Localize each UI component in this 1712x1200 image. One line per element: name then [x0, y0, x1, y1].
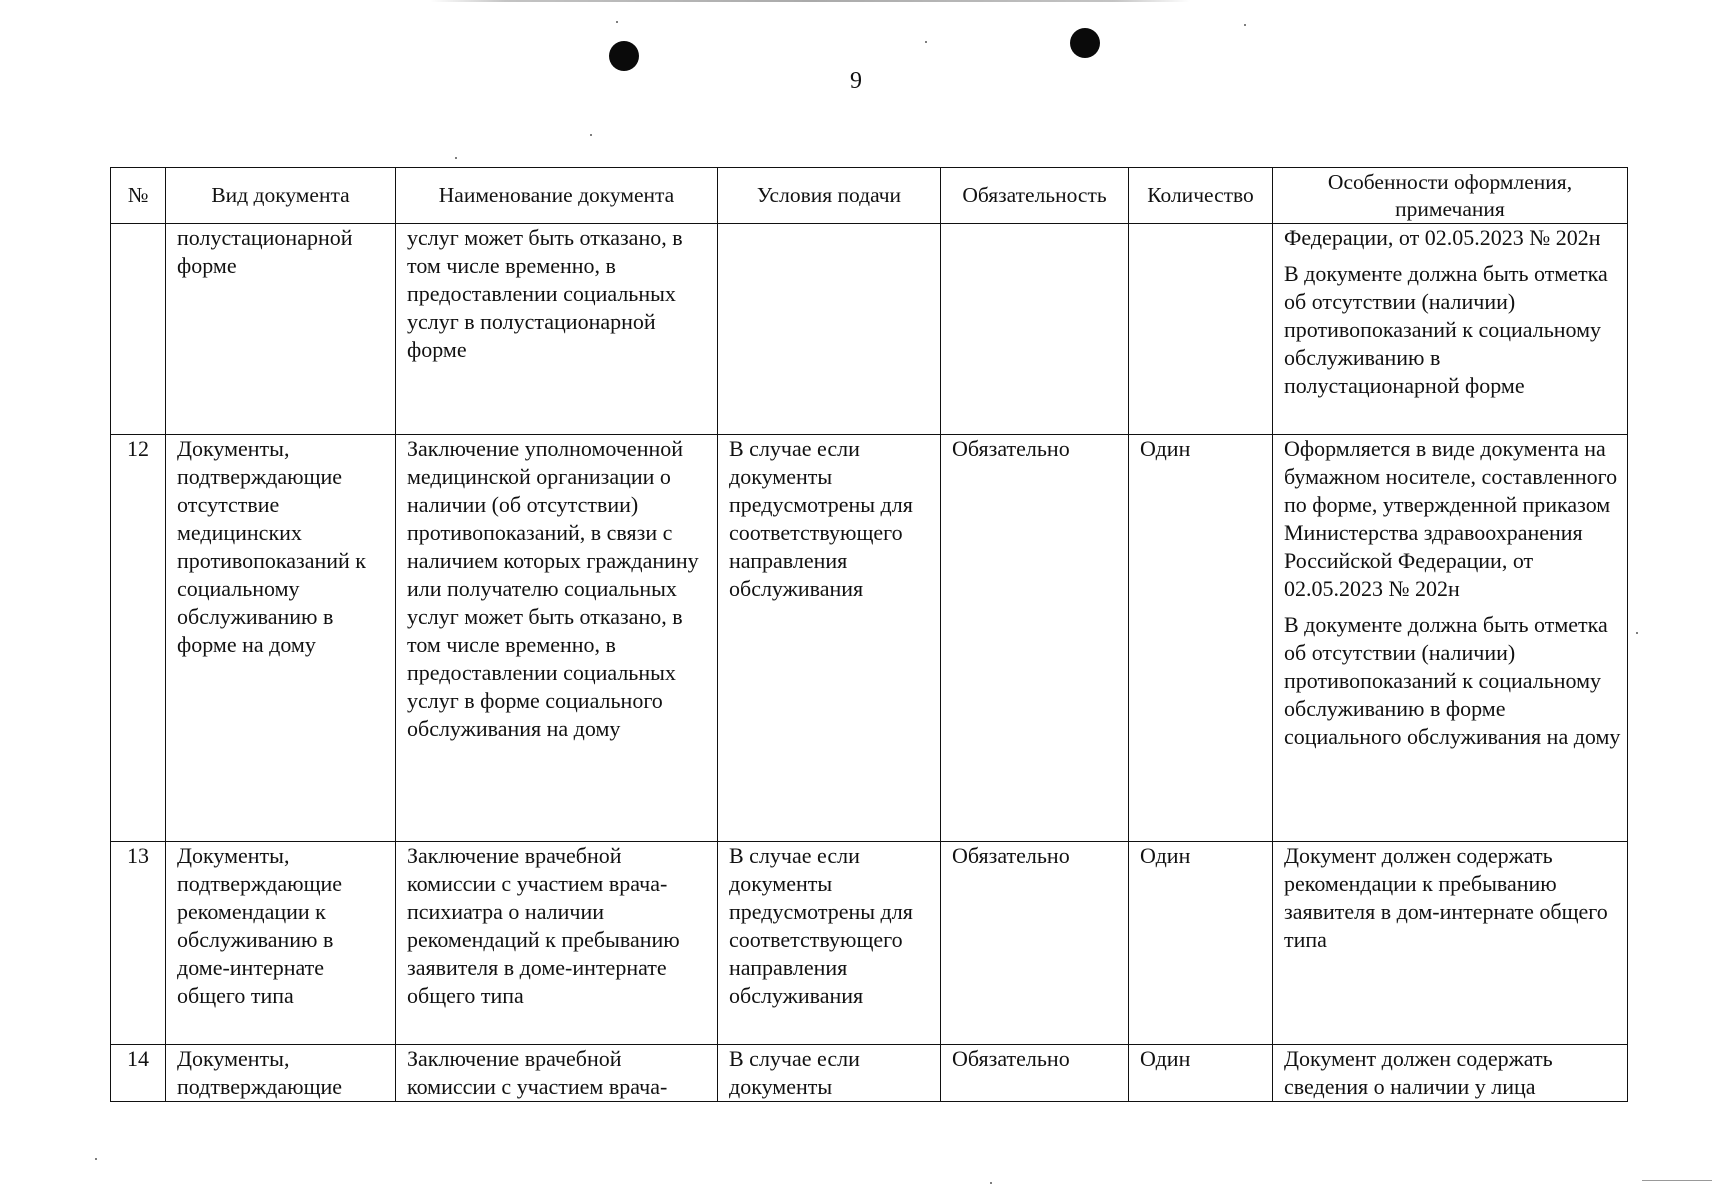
- scan-edge-mark: [1642, 1180, 1712, 1181]
- row-doc-type: полустационарной форме: [166, 224, 396, 435]
- row-num: 13: [111, 842, 166, 1045]
- table-row: [111, 224, 1628, 435]
- note-paragraph: Оформляется в виде документа на бумажном носителе, составленного по форме, утвержденной приказом Министерства здравоохранения Российской Федерации, от 02.05.2023 № 202н: [1284, 436, 1618, 601]
- scan-speck: [95, 1158, 97, 1160]
- row-notes: [1273, 1045, 1628, 1102]
- row-num: [111, 224, 166, 435]
- row-quantity: Один: [1129, 842, 1273, 1045]
- scan-speck: [590, 134, 592, 136]
- table-row: [111, 1045, 1628, 1102]
- header-doc-name: Наименование документа: [396, 168, 718, 224]
- scan-speck: [925, 41, 927, 43]
- page-number: 9: [850, 68, 862, 94]
- row-doc-type: Документы, подтверждающие отсутствие медицинских противопоказаний к социальному обслуживанию в форме на дому: [166, 435, 396, 842]
- row-notes: [1273, 435, 1628, 842]
- row-doc-name: услуг может быть отказано, в том числе временно, в предоставлении социальных услуг в полустационарной форме: [396, 224, 718, 435]
- header-quantity: Количество: [1129, 168, 1273, 224]
- row-conditions: В случае если документы предусмотрены для соответствующего направления обслуживания: [718, 842, 941, 1045]
- table-row: [111, 435, 1628, 842]
- row-conditions: [718, 224, 941, 435]
- row-obligation: Обязательно: [941, 842, 1129, 1045]
- row-conditions: В случае если документы предусмотрены для соответствующего направления обслуживания: [718, 435, 941, 842]
- header-num: №: [111, 168, 166, 224]
- row-notes: [1273, 224, 1628, 435]
- header-notes: Особенности оформления, примечания: [1273, 168, 1628, 224]
- punch-hole: [609, 41, 639, 71]
- header-obligation: Обязательность: [941, 168, 1129, 224]
- row-notes: [1273, 842, 1628, 1045]
- table-row: [111, 842, 1628, 1045]
- row-quantity: Один: [1129, 435, 1273, 842]
- note-paragraph: Федерации, от 02.05.2023 № 202н: [1284, 225, 1601, 250]
- scan-speck: [455, 157, 457, 159]
- note-paragraph: В документе должна быть отметка об отсутствии (наличии) противопоказаний к социальному обслуживанию в форме социального обслуживания на дому: [1284, 612, 1621, 749]
- row-num: 12: [111, 435, 166, 842]
- note-paragraph: Документ должен содержать рекомендации к пребыванию заявителя в дом-интернате общего типа: [1284, 843, 1608, 952]
- row-obligation: Обязательно: [941, 1045, 1129, 1102]
- header-conditions: [718, 168, 941, 224]
- row-doc-name: Заключение врачебной комиссии с участием врача-психиатра о наличии рекомендаций к пребыванию заявителя в доме-интернате общего типа: [396, 842, 718, 1045]
- row-doc-type: Документы, подтверждающие: [166, 1045, 396, 1102]
- table-header-row: [111, 168, 1628, 224]
- row-num: 14: [111, 1045, 166, 1102]
- row-doc-name: Заключение врачебной комиссии с участием врача-: [396, 1045, 718, 1102]
- note-paragraph: Документ должен содержать сведения о наличии у лица: [1284, 1046, 1553, 1099]
- note-paragraph: В документе должна быть отметка об отсутствии (наличии) противопоказаний к социальному обслуживанию в полустационарной форме: [1284, 261, 1608, 398]
- punch-hole: [1070, 28, 1100, 58]
- row-quantity: Один: [1129, 1045, 1273, 1102]
- row-quantity: [1129, 224, 1273, 435]
- row-obligation: Обязательно: [941, 435, 1129, 842]
- scan-speck: [1636, 632, 1638, 634]
- scan-speck: [1244, 24, 1246, 26]
- row-doc-name: Заключение уполномоченной медицинской организации о наличии (об отсутствии) противопоказаний, в связи с наличием которых гражданину или получателю социальных услуг может быть отказано, в том числе временно, в предоставлении социальных услуг в форме социального обслуживания на дому: [396, 435, 718, 842]
- scan-speck: [616, 21, 618, 23]
- scan-speck: [990, 1182, 992, 1184]
- row-conditions: В случае если документы: [718, 1045, 941, 1102]
- documents-table: [110, 167, 1628, 1102]
- header-conditions-text: Условия подачи: [756, 183, 902, 207]
- row-doc-type: Документы, подтверждающие рекомендации к обслуживанию в доме-интернате общего типа: [166, 842, 396, 1045]
- row-obligation: [941, 224, 1129, 435]
- header-doc-type: Вид документа: [166, 168, 396, 224]
- scan-top-edge: [430, 0, 1190, 2]
